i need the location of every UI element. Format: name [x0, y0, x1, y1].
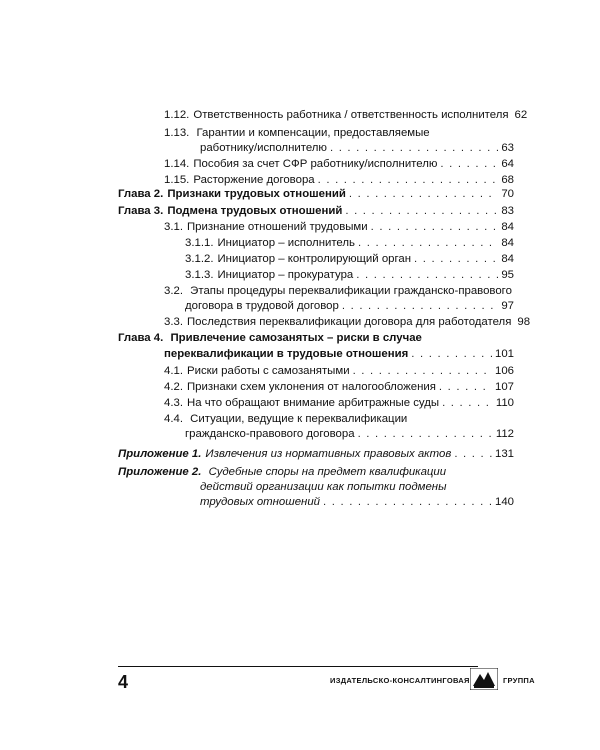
toc-number: 4.4.: [164, 413, 183, 425]
toc-title-cont: работнику/исполнителю: [200, 142, 327, 154]
publisher-group: ГРУППА: [503, 676, 535, 685]
toc-number: Глава 2.: [118, 188, 164, 200]
toc-page: 95: [501, 269, 514, 281]
toc-title: Извлечения из нормативных правовых актов: [205, 448, 452, 460]
toc-entry: [164, 364, 514, 378]
toc-number: Глава 4.: [118, 332, 164, 344]
toc-title: Инициатор – прокуратура: [217, 269, 354, 281]
toc-page: 97: [501, 300, 514, 312]
toc-entry: [164, 396, 514, 410]
toc-leader: [440, 157, 498, 171]
toc-title: Риски работы с самозанятыми: [187, 365, 350, 377]
toc-entry: [185, 252, 514, 266]
toc-title: Этапы процедуры переквалификации гражданско-правового: [190, 285, 512, 297]
toc-leader: [330, 141, 498, 155]
toc-number: Приложение 2.: [118, 466, 202, 478]
toc-title: Привлечение самозанятых – риски в случае: [170, 332, 422, 344]
toc-leader: [371, 220, 499, 234]
toc-leader: [318, 173, 499, 187]
toc-title-cont: договора в трудовой договор: [185, 300, 339, 312]
toc-page: 110: [495, 397, 514, 409]
toc-number: 3.2.: [164, 285, 183, 297]
toc-title: Последствия переквалификации договора для работодателя: [187, 316, 512, 328]
toc-leader: [411, 347, 492, 361]
toc-leader: [353, 364, 492, 378]
toc-title-cont: гражданско-правового договора: [185, 428, 355, 440]
toc-title: Признание отношений трудовыми: [187, 221, 368, 233]
toc-number: 3.1.: [164, 221, 183, 233]
toc-number: Приложение 1.: [118, 448, 202, 460]
toc-title: На что обращают внимание арбитражные суды: [187, 397, 440, 409]
toc-number: 4.1.: [164, 365, 183, 377]
toc-title-cont: трудовых отношений: [200, 496, 320, 508]
toc-number: 1.12.: [164, 109, 190, 121]
toc-appendix-head: [118, 465, 446, 479]
toc-leader: [414, 252, 498, 266]
toc-entry-head: [164, 126, 430, 140]
toc-leader: [439, 380, 492, 394]
toc-page: 84: [501, 253, 514, 265]
toc-page: 62: [514, 109, 528, 121]
toc-entry: [164, 108, 528, 122]
toc-page: 70: [501, 188, 514, 200]
toc-entry: [164, 220, 514, 234]
toc-title: Ситуации, ведущие к переквалификации: [190, 413, 408, 425]
toc-entry: [164, 157, 514, 171]
toc-entry: [164, 315, 531, 329]
toc-number: 1.14.: [164, 158, 190, 170]
toc-leader: [345, 204, 498, 218]
toc-title: Инициатор – контролирующий орган: [217, 253, 412, 265]
toc-title: Подмена трудовых отношений: [167, 205, 343, 217]
toc-leader: [442, 396, 493, 410]
toc-leader: [356, 268, 498, 282]
publisher-logo-icon: [470, 668, 498, 690]
toc-title: Признаки схем уклонения от налогообложения: [187, 381, 436, 393]
toc-page: 84: [501, 221, 514, 233]
toc-chapter: [118, 187, 514, 201]
toc-number: 3.1.3.: [185, 269, 214, 281]
toc-entry: [185, 299, 514, 313]
toc-title: Ответственность работника / ответственность исполнителя: [193, 109, 509, 121]
toc-page: 98: [517, 316, 531, 328]
toc-entry: [185, 236, 514, 250]
toc-entry-head: [164, 284, 512, 298]
toc-page: 112: [495, 428, 514, 440]
toc-appendix: [200, 495, 514, 509]
toc-page: 83: [501, 205, 514, 217]
toc-page: 131: [494, 448, 514, 460]
toc-page: 68: [501, 174, 514, 186]
toc-appendix: [118, 447, 514, 461]
toc-page: 107: [494, 381, 514, 393]
toc-appendix-cont: [200, 480, 446, 494]
toc-title: Признаки трудовых отношений: [167, 188, 346, 200]
toc-number: Глава 3.: [118, 205, 164, 217]
footer-rule: [118, 666, 478, 667]
toc-chapter: [164, 347, 514, 361]
toc-leader: [358, 236, 498, 250]
toc-title: Судебные споры на предмет квалификации: [208, 466, 447, 478]
toc-leader: [358, 427, 493, 441]
toc-leader: [454, 447, 492, 461]
toc-number: 1.13.: [164, 127, 190, 139]
toc-entry: [164, 380, 514, 394]
toc-entry-head: [164, 412, 407, 426]
toc-number: 3.1.1.: [185, 237, 214, 249]
toc-entry: [200, 141, 514, 155]
toc-page: 84: [501, 237, 514, 249]
toc-page: 106: [494, 365, 514, 377]
toc-title: Инициатор – исполнитель: [217, 237, 355, 249]
toc-number: 3.3.: [164, 316, 183, 328]
toc-leader: [323, 495, 492, 509]
toc-page: 140: [494, 496, 514, 508]
toc-number: 1.15.: [164, 174, 190, 186]
toc-leader: [349, 187, 498, 201]
toc-title: Пособия за счет СФР работнику/исполнителю: [193, 158, 438, 170]
toc-title-cont: переквалификации в трудовые отношения: [164, 348, 409, 360]
toc-entry: [164, 173, 514, 187]
toc-chapter-head: [118, 331, 422, 345]
toc-title: Гарантии и компенсации, предоставляемые: [196, 127, 430, 139]
toc-page: 101: [494, 348, 514, 360]
toc-title: Расторжение договора: [193, 174, 315, 186]
toc-page: 64: [501, 158, 514, 170]
toc-number: 4.2.: [164, 381, 183, 393]
page-number: 4: [118, 672, 129, 692]
toc-leader: [342, 299, 498, 313]
toc-chapter: [118, 204, 514, 218]
toc-number: 3.1.2.: [185, 253, 214, 265]
toc-page: 63: [501, 142, 514, 154]
toc-entry: [185, 268, 514, 282]
publisher-name: ИЗДАТЕЛЬСКО-КОНСАЛТИНГОВАЯ: [330, 676, 470, 685]
toc-entry: [185, 427, 514, 441]
toc-title-cont: действий организации как попытки подмены: [200, 481, 447, 493]
toc-number: 4.3.: [164, 397, 183, 409]
